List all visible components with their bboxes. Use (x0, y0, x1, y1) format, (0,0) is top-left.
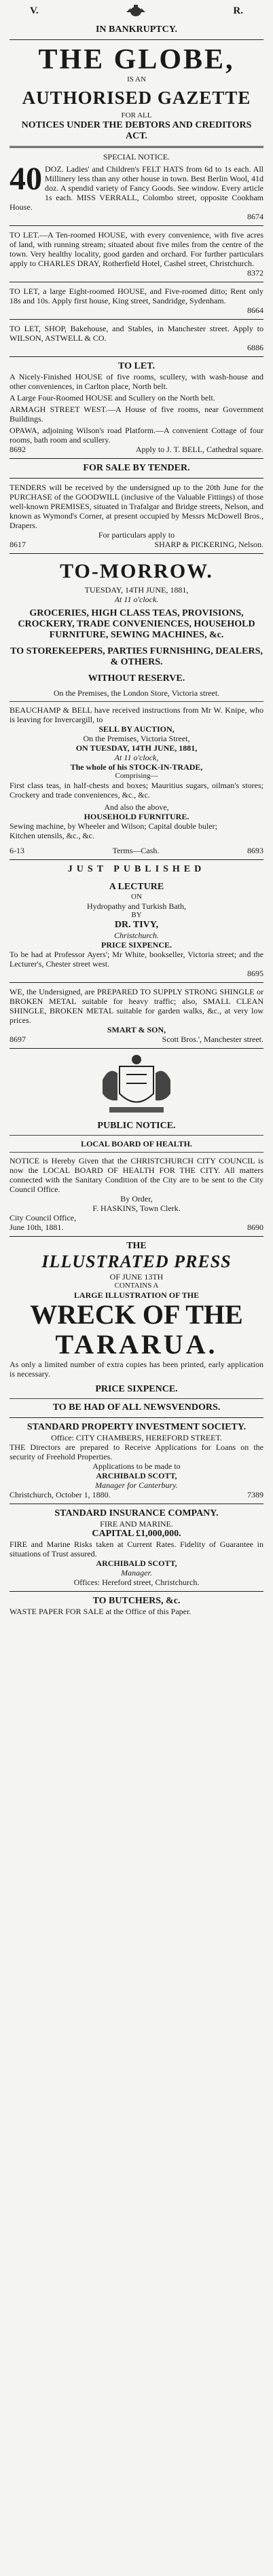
ref-line (10, 212, 263, 221)
tomorrow-sewing: Sewing machine, by Wheeler and Wilson; Capital double buler; (10, 821, 217, 831)
illustrated-the: THE (126, 1241, 147, 1251)
divider (10, 1152, 263, 1153)
standard-insurance-name: ARCHIBALD SCOTT, (96, 1558, 177, 1568)
divider (10, 982, 263, 983)
illustrated-body: As only a limited number of extra copies has been printed, early application is necessary. (10, 1360, 263, 1379)
masthead-right: R. (233, 5, 243, 16)
tomorrow-date2: ON TUESDAY, 14TH JUNE, 1881, (75, 743, 198, 753)
tomorrow-date: TUESDAY, 14TH JUNE, 1881, (84, 585, 189, 595)
illustrated-large: LARGE ILLUSTRATION OF THE (73, 1290, 200, 1300)
illustrated-wreck: WRECK OF THE (30, 1299, 243, 1330)
standard-property-date: Christchurch, October 1, 1880. (10, 1490, 111, 1499)
ref-number: 8692 (10, 445, 26, 454)
royal-crest-icon (122, 4, 149, 18)
smart-address: Scott Bros.', Manchester street. (162, 1034, 263, 1044)
divider (10, 1048, 263, 1049)
standard-property-heading: STANDARD PROPERTY INVESTMENT SOCIETY. (26, 1422, 247, 1432)
ref-number: 8693 (247, 846, 263, 855)
capital-value: £1,000,000. (136, 1529, 181, 1539)
to-let-4-p3: ARMAGH STREET WEST.—A House of five rooms, near Government Buildings. (10, 405, 263, 424)
tender-particulars: For particulars apply to (98, 530, 175, 540)
to-let-4-apply: Apply to J. T. BELL, Cathedral square. (135, 445, 263, 454)
standard-insurance-role: Manager. (121, 1568, 152, 1578)
ref-line (10, 268, 263, 278)
tender-body: TENDERS will be received by the undersigned up to the 20th June for the PURCHASE of the GOODWILL (inclusive of the Valuable Fittings) of those well-known PREMISES, situated in Trafalgar and Bridge streets, Nelson, and known as Wymond's Corner, at present occupied by Messrs McDowell Bros., Drapers. (10, 483, 263, 530)
tomorrow-also: And also the above, (104, 802, 169, 812)
smart-body: WE, the Undersigned, are PREPARED TO SUPPLY STRONG SHINGLE or BROKEN METAL suitable for heavy traffic; also, SMALL CLEAN SHINGLE, BROKEN METAL suitable for garden walks, &c., at very low prices. (10, 987, 263, 1025)
public-notice-by-order: By Order, (120, 1194, 153, 1203)
tomorrow-reserve: WITHOUT RESERVE. (88, 673, 185, 684)
public-notice-office: City Council Office, (10, 1213, 77, 1222)
public-notice-date: June 10th, 1881. (10, 1222, 64, 1232)
to-let-3 (10, 324, 263, 343)
standard-property-name: ARCHIBALD SCOTT, (96, 1471, 177, 1480)
tomorrow-sell: SELL BY AUCTION, (98, 724, 175, 734)
ref-number: 8674 (247, 212, 263, 221)
ref-line (10, 343, 263, 352)
divider (10, 553, 263, 554)
ref-number: 8617 (10, 540, 26, 549)
ref-number: 8372 (247, 268, 263, 278)
divider (10, 356, 263, 357)
divider (10, 1135, 263, 1136)
tomorrow-list: GROCERIES, HIGH CLASS TEAS, PROVISIONS, CROCKERY, TRADE CONVENIENCES, HOUSEHOLD FURNITURE, SEWING MACHINES, &c. (18, 608, 255, 640)
ref-number: 8695 (247, 969, 263, 978)
globe-is-an: IS AN (127, 75, 146, 83)
illustrated-contains: CONTAINS A (114, 1282, 159, 1290)
to-let-2 (10, 286, 263, 305)
divider (10, 1591, 263, 1592)
lecture-just: JUST PUBLISHED (67, 864, 206, 874)
lecture-body: To be had at Professor Ayers'; Mr White, bookseller, Victoria street; and the Lecturer's, Chester street west. (10, 950, 263, 969)
lecture-author: DR. TIVY, (114, 920, 159, 930)
ref-number: 8690 (247, 1222, 263, 1232)
tomorrow-kitchen: Kitchen utensils, &c., &c. (10, 831, 94, 840)
divider (10, 478, 263, 479)
standard-insurance-capital (10, 1529, 263, 1539)
public-notice-heading: PUBLIC NOTICE. (97, 1121, 176, 1131)
ref-line (10, 1490, 263, 1499)
illustrated-price: PRICE SIXPENCE. (95, 1384, 178, 1394)
ref-number: 6886 (247, 343, 263, 352)
standard-property-apply: Applications to be made to (92, 1461, 181, 1471)
divider (10, 1236, 263, 1237)
divider (10, 1398, 263, 1399)
lecture-a: A LECTURE (109, 882, 164, 892)
standard-property-role: Manager for Canterbury. (95, 1480, 178, 1490)
smart-name: SMART & SON, (107, 1025, 166, 1034)
globe-for-all: FOR ALL (121, 111, 152, 119)
lecture-title: Hydropathy and Turkish Bath, (86, 901, 186, 911)
public-notice-board: LOCAL BOARD OF HEALTH. (81, 1139, 192, 1149)
capital-label: CAPITAL (92, 1529, 134, 1539)
special-notice-number: 40 (10, 161, 42, 197)
tomorrow-body: BEAUCHAMP & BELL have received instructions from Mr W. Knipe, who is leaving for Invercargill, to (10, 705, 263, 724)
ref-line (10, 1034, 263, 1044)
lecture-price: PRICE SIXPENCE. (101, 940, 172, 950)
masthead-left: V. (30, 5, 39, 16)
globe-authorised: AUTHORISED GAZETTE (22, 88, 251, 108)
standard-insurance-offices: Offices: Hereford street, Christchurch. (73, 1578, 200, 1587)
special-notice-heading: SPECIAL NOTICE. (103, 152, 170, 162)
lecture-place: Christchurch. (114, 931, 159, 940)
divider (10, 319, 263, 320)
tender-agent: SHARP & PICKERING, Nelson. (154, 540, 263, 549)
tomorrow-to: TO STOREKEEPERS, PARTIES FURNISHING, DEALERS, & OTHERS. (10, 646, 263, 667)
ref-number: 7389 (247, 1490, 263, 1499)
terms: Terms—Cash. (112, 846, 160, 855)
lecture-on: ON (131, 893, 142, 901)
tomorrow-time: At 11 o'clock. (114, 595, 159, 604)
masthead (10, 4, 263, 18)
special-notice-body: DOZ. Ladies' and Children's FELT HATS from 6d to 1s each. All Millinery less than any other house in town. Best Berlin Wool, 41d doz. A spendid variety of Fancy Goods. See window. Every article 1s each. MISS VERRALL, Colombo street, opposite Cookham House. (10, 164, 263, 212)
tomorrow-heading: TO-MORROW. (60, 560, 213, 582)
divider (10, 146, 263, 148)
divider (10, 1417, 263, 1418)
illustrated-title: ILLUSTRATED PRESS (41, 1252, 232, 1271)
to-let-4-p4: OPAWA, adjoining Wilson's road Platform.—A convenient Cottage of four rooms, bath room and scullery. (10, 426, 263, 445)
tomorrow-premises: On the Premises, the London Store, Victoria street. (53, 688, 220, 698)
to-let-4-p1: A Nicely-Finished HOUSE of five rooms, scullery, with wash-house and other conveniences, in Carlton place, North belt. (10, 372, 263, 391)
tender-heading: FOR SALE BY TENDER. (83, 463, 190, 473)
illustrated-had: TO BE HAD OF ALL NEWSVENDORS. (52, 1402, 221, 1413)
butchers-heading: TO BUTCHERS, &c. (92, 1596, 181, 1606)
bankruptcy-heading: IN BANKRUPTCY. (95, 24, 178, 35)
globe-notices: NOTICES UNDER THE DEBTORS AND CREDITORS ACT. (21, 120, 252, 141)
to-let-2-body: TO LET, a large Eight-roomed HOUSE, and Five-roomed ditto; Rent only 18s and 10s. Apply first house, King street, Sandridge, Sydenham. (10, 286, 263, 305)
ref-line (10, 1222, 263, 1232)
butchers-body: WASTE PAPER FOR SALE at the Office of this Paper. (10, 1607, 192, 1616)
divider (10, 859, 263, 860)
ref-number: 8697 (10, 1034, 26, 1044)
ref-line (10, 846, 263, 855)
standard-property-body: THE Directors are prepared to Receive Applications for Loans on the security of Freehold Properties. (10, 1442, 263, 1461)
tomorrow-time2: At 11 o'clock, (114, 753, 159, 762)
to-let-4-heading: TO LET. (118, 361, 155, 371)
divider (10, 701, 263, 702)
tomorrow-comprising: Comprising— (115, 772, 158, 780)
standard-insurance-sub: FIRE AND MARINE. (100, 1519, 173, 1529)
lecture-by: BY (131, 911, 142, 919)
ref-number: 8664 (247, 305, 263, 315)
terms-date: 6-13 (10, 846, 24, 855)
illustrated-ship: TARARUA. (55, 1329, 218, 1360)
city-coat-of-arms-icon (96, 1053, 177, 1118)
to-let-1-body: TO LET.—A Ten-roomed HOUSE, with every convenience, with five acres of land, with running stream; situated about five miles from the centre of the town. Very healthy locality, good garden and orchard. For further particulars apply to CHARLES DRAY, Rotherfield Hotel, Cashel street, Christchurch. (10, 230, 263, 268)
standard-insurance-body: FIRE and Marine Risks taken at Current Rates. Fidelity of Guarantee in situations of Trust assured. (10, 1539, 263, 1558)
to-let-1 (10, 230, 263, 268)
globe-title: THE GLOBE, (38, 44, 235, 75)
tomorrow-stock: First class teas, in half-chests and boxes; Mauritius sugars, oilman's stores; Crockery and trade conveniences, &c., &c. (10, 781, 263, 800)
ref-line (10, 540, 263, 549)
ref-line (10, 305, 263, 315)
ref-line (10, 445, 263, 454)
standard-property-office: Office: CITY CHAMBERS, HEREFORD STREET. (51, 1433, 222, 1442)
to-let-4-p2: A Large Four-Roomed HOUSE and Scullery on the North belt. (10, 393, 215, 403)
public-notice-name: F. HASKINS, Town Clerk. (92, 1203, 181, 1213)
illustrated-date: OF JUNE 13TH (109, 1272, 164, 1282)
standard-insurance-heading: STANDARD INSURANCE COMPANY. (54, 1508, 219, 1518)
special-notice (10, 161, 263, 212)
tomorrow-hf: HOUSEHOLD FURNITURE. (84, 812, 189, 821)
tomorrow-on-premises: On the Premises, Victoria Street, (83, 734, 190, 743)
divider (10, 39, 263, 40)
ref-line (10, 969, 263, 978)
public-notice-body: NOTICE is Hereby Given that the CHRISTCHURCH CITY COUNCIL is now the LOCAL BOARD OF HEALTH FOR THE CITY. All matters connected with the Sanitary Condition of the City are to be sent to the City Council Office. (10, 1156, 263, 1194)
divider (10, 458, 263, 459)
to-let-3-body: TO LET, SHOP, Bakehouse, and Stables, in Manchester street. Apply to WILSON, ASTWELL & CO. (10, 324, 263, 343)
tomorrow-whole: The whole of his STOCK-IN-TRADE, (70, 762, 203, 772)
divider (10, 225, 263, 226)
